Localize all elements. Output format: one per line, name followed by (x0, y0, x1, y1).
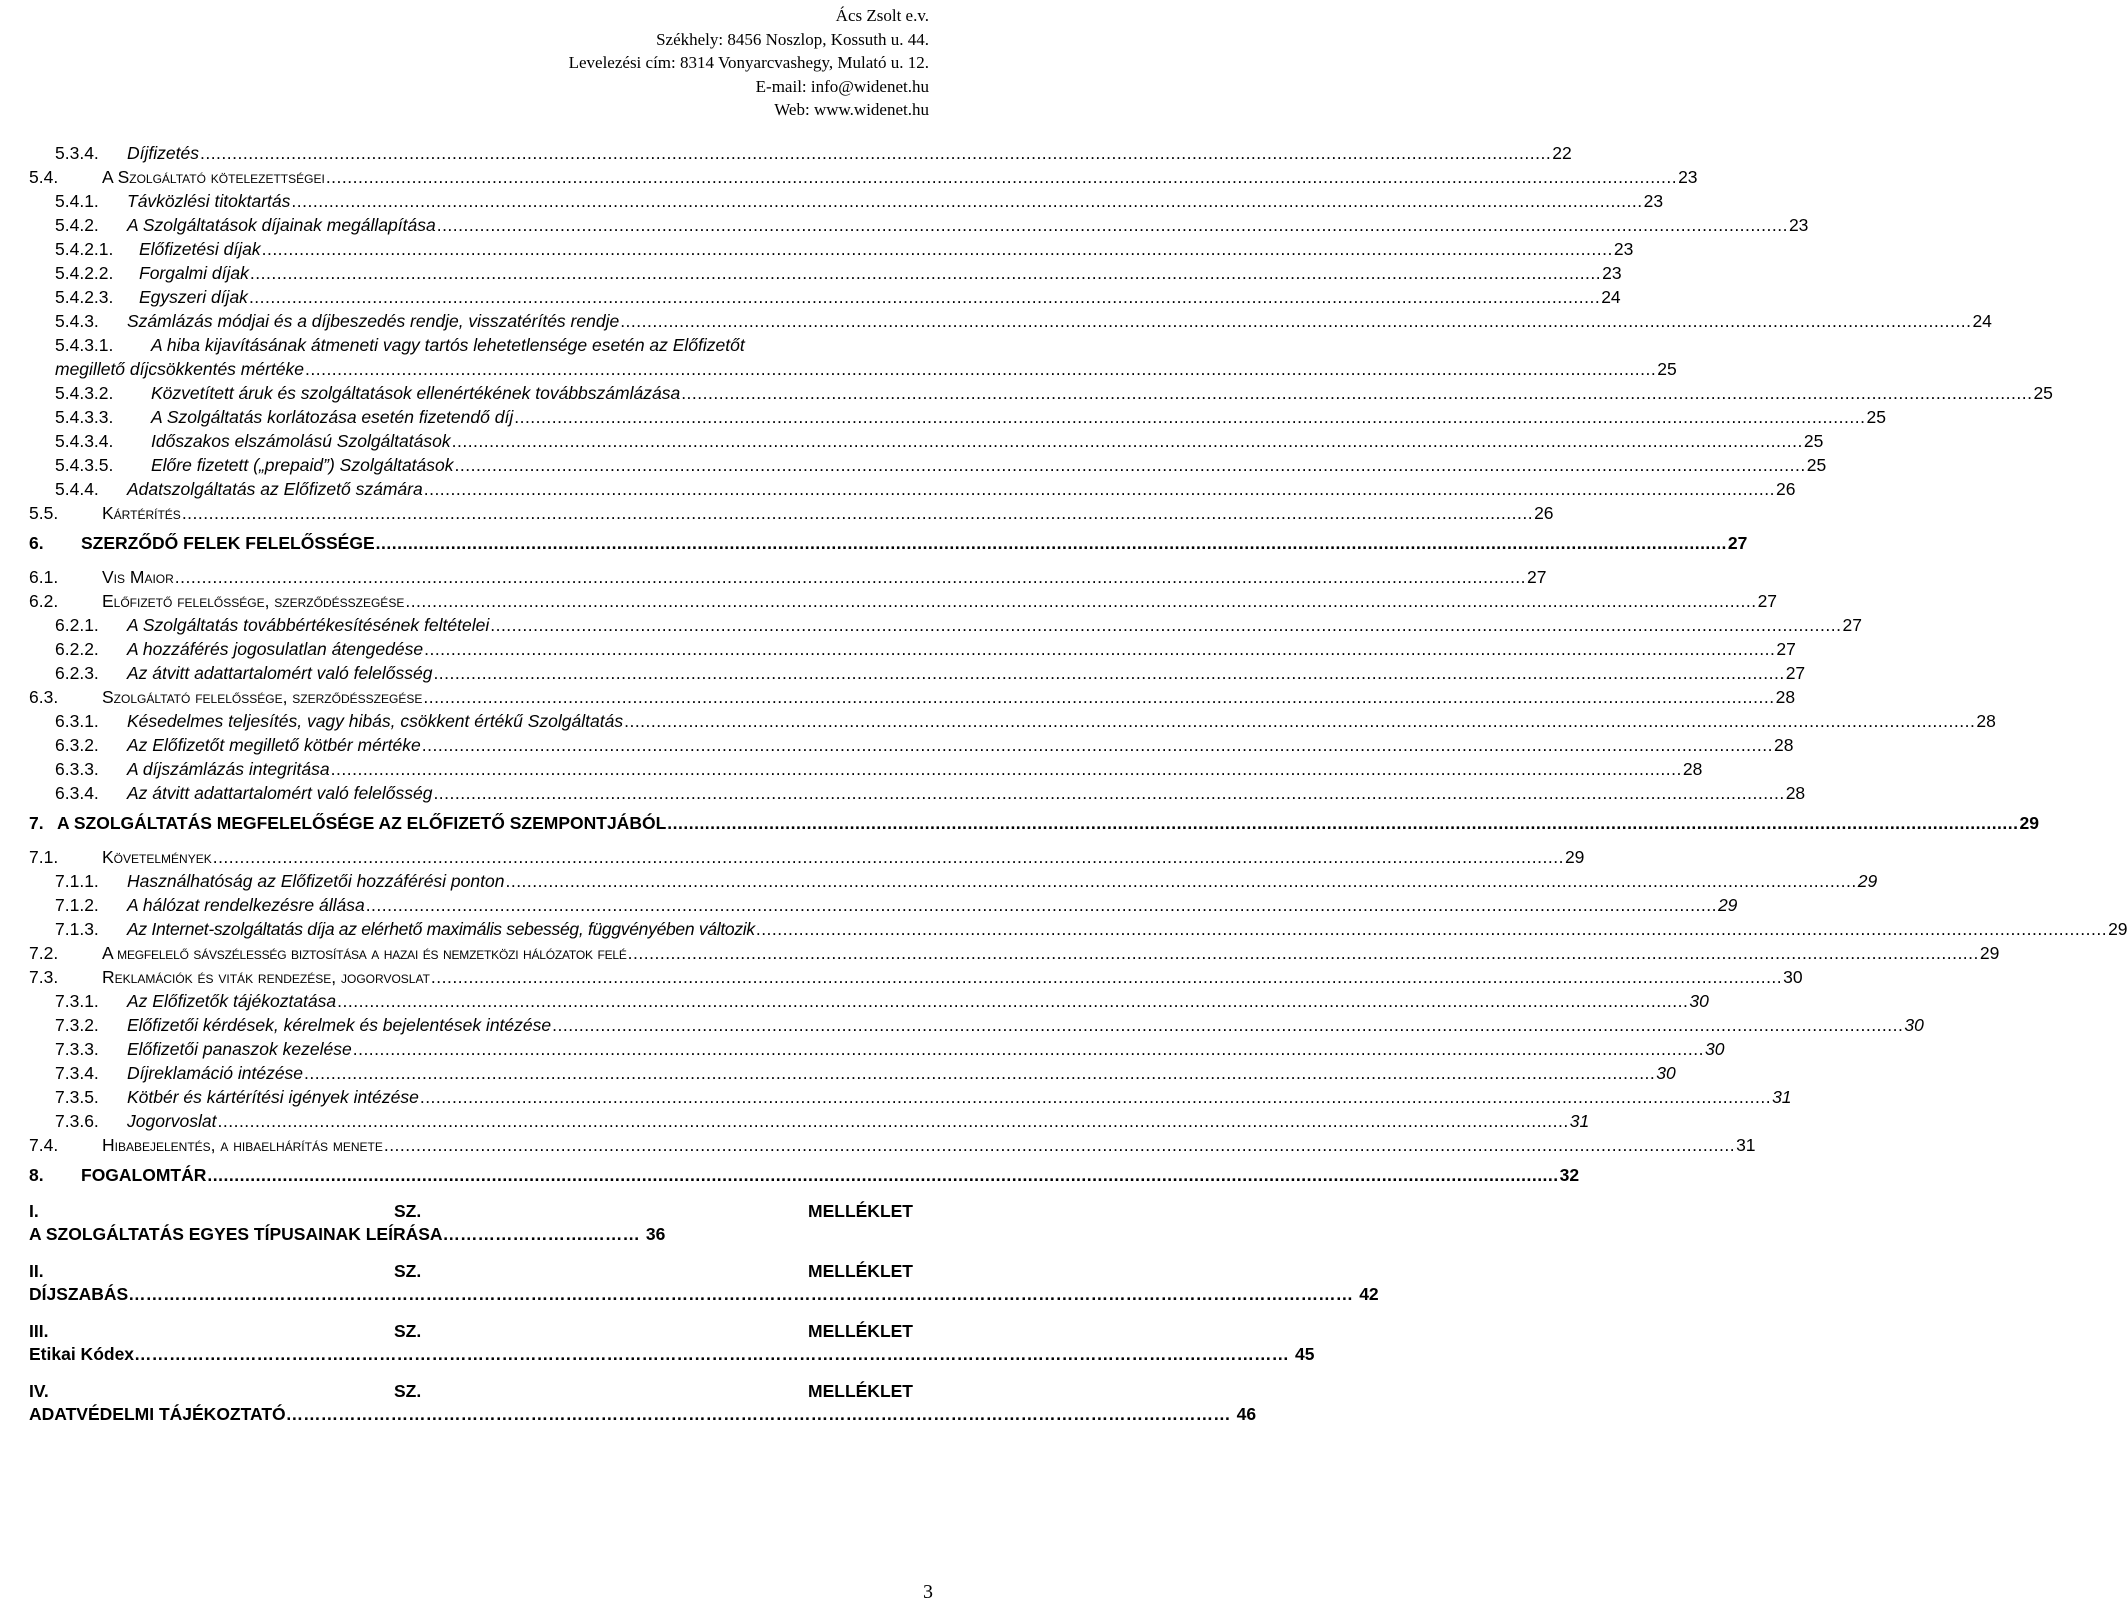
toc-entry-5-4-3-2[interactable]: 5.4.3.2. Közvetített áruk és szolgáltatások ellenértékének továbbszámlázása ..... 25 (55, 381, 925, 405)
toc-entry-6-2-2[interactable]: 6.2.2. A hozzáférés jogosulatlan átengedése ..... 27 (55, 637, 925, 661)
annex-4-label: MELLÉKLET (808, 1381, 913, 1401)
toc-entry-7-1[interactable]: 7.1. Követelmények ..... 29 (29, 845, 925, 869)
annex-2-sz: SZ. (394, 1261, 422, 1281)
annex-3-label: MELLÉKLET (808, 1321, 913, 1341)
annex-4-title-line (29, 1402, 1257, 1426)
annex-3-title-line (29, 1342, 1315, 1366)
toc-entry-6-2-1[interactable]: 6.2.1. A Szolgáltatás továbbértékesítésének feltételei ..... 27 (55, 613, 925, 637)
toc-entry-6-1[interactable]: 6.1. Vis Maior ..... 27 (29, 565, 925, 589)
toc-entry-6-3-3[interactable]: 6.3.3. A díjszámlázás integritása ..... 28 (55, 757, 925, 781)
toc-entry-5-4-3-4[interactable]: 5.4.3.4. Időszakos elszámolású Szolgáltatások ..... 25 (55, 429, 925, 453)
toc-entry-5-5[interactable]: 5.5. Kártérítés ..... 26 (29, 501, 925, 525)
toc-chapter-7[interactable]: 7. A SZOLGÁLTATÁS MEGFELELŐSÉGE AZ ELŐFIZETŐ SZEMPONTJÁBÓL ..... 29 (29, 811, 925, 835)
toc-entry-5-4-2-1[interactable]: 5.4.2.1. Előfizetési díjak ..... 23 (55, 237, 925, 261)
toc-entry-5-4[interactable]: 5.4. A Szolgáltató kötelezettségei ..... 23 (29, 165, 925, 189)
toc-entry-6-2-3[interactable]: 6.2.3. Az átvitt adattartalomért való felelősség ..... 27 (55, 661, 925, 685)
annex-1-label: MELLÉKLET (808, 1201, 913, 1221)
toc-entry-7-1-3[interactable]: 7.1.3. Az Internet-szolgáltatás díja az elérhető maximális sebesség, függvényében változik ..... 29 (55, 917, 925, 941)
annex-1-number: I. (29, 1201, 39, 1221)
toc-entry-5-4-3-1[interactable]: 5.4.3.1. A hiba kijavításának átmeneti vagy tartós lehetetlensége esetén az Előfizetőt (55, 335, 745, 355)
toc-entry-6-3-2[interactable]: 6.3.2. Az Előfizetőt megillető kötbér mértéke ..... 28 (55, 733, 925, 757)
annex-1-title: A SZOLGÁLTATÁS EGYES TÍPUSAINAK LEÍRÁSA…………………….……… (29, 1224, 640, 1244)
annex-2-title: DÍJSZABÁS………………………………………………………………………………………………………………………………………………………………………………………… (29, 1284, 1354, 1304)
toc-entry-5-4-2-2[interactable]: 5.4.2.2. Forgalmi díjak ..... 23 (55, 261, 925, 285)
postal-address: Levelezési cím: 8314 Vonyarcvashegy, Mulató u. 12. (568, 53, 929, 72)
annex-2-page: 42 (1359, 1284, 1379, 1304)
toc-entry-7-3-4[interactable]: 7.3.4. Díjreklamáció intézése ..... 30 (55, 1061, 925, 1085)
annex-4-sz: SZ. (394, 1381, 422, 1401)
annex-4-number: IV. (29, 1381, 49, 1401)
company-seat: Székhely: 8456 Noszlop, Kossuth u. 44. (656, 29, 929, 49)
toc-entry-5-4-3-5[interactable]: 5.4.3.5. Előre fizetett („prepaid”) Szolgáltatások ..... 25 (55, 453, 925, 477)
toc-entry-6-3[interactable]: 6.3. Szolgáltató felelőssége, szerződésszegése ..... 28 (29, 685, 925, 709)
toc-entry-7-3[interactable]: 7.3. Reklamációk és viták rendezése, jogorvoslat ..... 30 (29, 965, 925, 989)
toc-entry-7-3-6[interactable]: 7.3.6. Jogorvoslat ..... 31 (55, 1109, 925, 1133)
toc-entry-7-3-5[interactable]: 7.3.5. Kötbér és kártérítési igények intézése ..... 31 (55, 1085, 925, 1109)
annex-1-sz: SZ. (394, 1201, 422, 1221)
toc-entry-5-4-3[interactable]: 5.4.3. Számlázás módjai és a díjbeszedés rendje, visszatérítés rendje ..... 24 (55, 309, 925, 333)
toc-chapter-8[interactable]: 8. FOGALOMTÁR ..... 32 (29, 1163, 925, 1187)
toc-chapter-6[interactable]: 6. SZERZŐDŐ FELEK FELELŐSSÉGE ..... 27 (29, 531, 925, 555)
toc-entry-5-4-2[interactable]: 5.4.2. A Szolgáltatások díjainak megállapítása ..... 23 (55, 213, 925, 237)
toc-entry-7-3-3[interactable]: 7.3.3. Előfizetői panaszok kezelése ..... 30 (55, 1037, 925, 1061)
page-number: 3 (923, 1581, 933, 1603)
toc-entry-5-4-3-1-cont[interactable]: megillető díjcsökkentés mértéke ..... 25 (55, 357, 925, 381)
toc-entry-5-4-2-3[interactable]: 5.4.2.3. Egyszeri díjak ..... 24 (55, 285, 925, 309)
toc-entry-5-4-1[interactable]: 5.4.1. Távközlési titoktartás ..... 23 (55, 189, 925, 213)
company-header (569, 4, 929, 122)
toc-entry-7-3-1[interactable]: 7.3.1. Az Előfizetők tájékoztatása ..... 30 (55, 989, 925, 1013)
toc-entry-7-3-2[interactable]: 7.3.2. Előfizetői kérdések, kérelmek és bejelentések intézése ..... 30 (55, 1013, 925, 1037)
annex-4-title: ADATVÉDELMI TÁJÉKOZTATÓ……………………………………………………………………………………………………………………………………………… (29, 1404, 1231, 1424)
toc-entry-6-2[interactable]: 6.2. Előfizető felelőssége, szerződésszegése ..... 27 (29, 589, 925, 613)
toc-entry-7-1-2[interactable]: 7.1.2. A hálózat rendelkezésre állása ..... 29 (55, 893, 925, 917)
annex-3-sz: SZ. (394, 1321, 422, 1341)
toc-entry-5-4-3-3[interactable]: 5.4.3.3. A Szolgáltatás korlátozása esetén fizetendő díj ..... 25 (55, 405, 925, 429)
web-link[interactable]: Web: www.widenet.hu (774, 100, 929, 119)
toc-entry-7-4[interactable]: 7.4. Hibabejelentés, a hibaelhárítás menete ..... 31 (29, 1133, 925, 1157)
annex-3-page: 45 (1295, 1344, 1315, 1364)
annex-2-number: II. (29, 1261, 44, 1281)
annex-4-page: 46 (1236, 1404, 1257, 1424)
toc-entry-6-3-4[interactable]: 6.3.4. Az átvitt adattartalomért való felelősség ..... 28 (55, 781, 925, 805)
annex-3-title: Etikai Kódex……………………………………………………………………………………………………………………………………………………………………………… (29, 1344, 1290, 1364)
toc-entry-7-2[interactable]: 7.2. A megfelelő sávszélesség biztosítása a hazai és nemzetközi hálózatok felé ..... 29 (29, 941, 925, 965)
toc-entry-5-4-4[interactable]: 5.4.4. Adatszolgáltatás az Előfizető számára ..... 26 (55, 477, 925, 501)
company-name: Ács Zsolt e.v. (835, 6, 929, 25)
annex-2-title-line (29, 1282, 1379, 1306)
annex-1-page: 36 (645, 1224, 666, 1244)
toc-entry-7-1-1[interactable]: 7.1.1. Használhatóság az Előfizetői hozzáférési ponton ..... 29 (55, 869, 925, 893)
annex-1-title-line (29, 1222, 749, 1246)
annex-2-label: MELLÉKLET (808, 1261, 913, 1281)
annex-3-number: III. (29, 1321, 49, 1341)
email-link[interactable]: E-mail: info@widenet.hu (755, 76, 929, 96)
toc-entry-5-3-4[interactable]: 5.3.4. Díjfizetés ..... 22 (55, 141, 925, 165)
toc-entry-6-3-1[interactable]: 6.3.1. Késedelmes teljesítés, vagy hibás, csökkent értékű Szolgáltatás ..... 28 (55, 709, 925, 733)
